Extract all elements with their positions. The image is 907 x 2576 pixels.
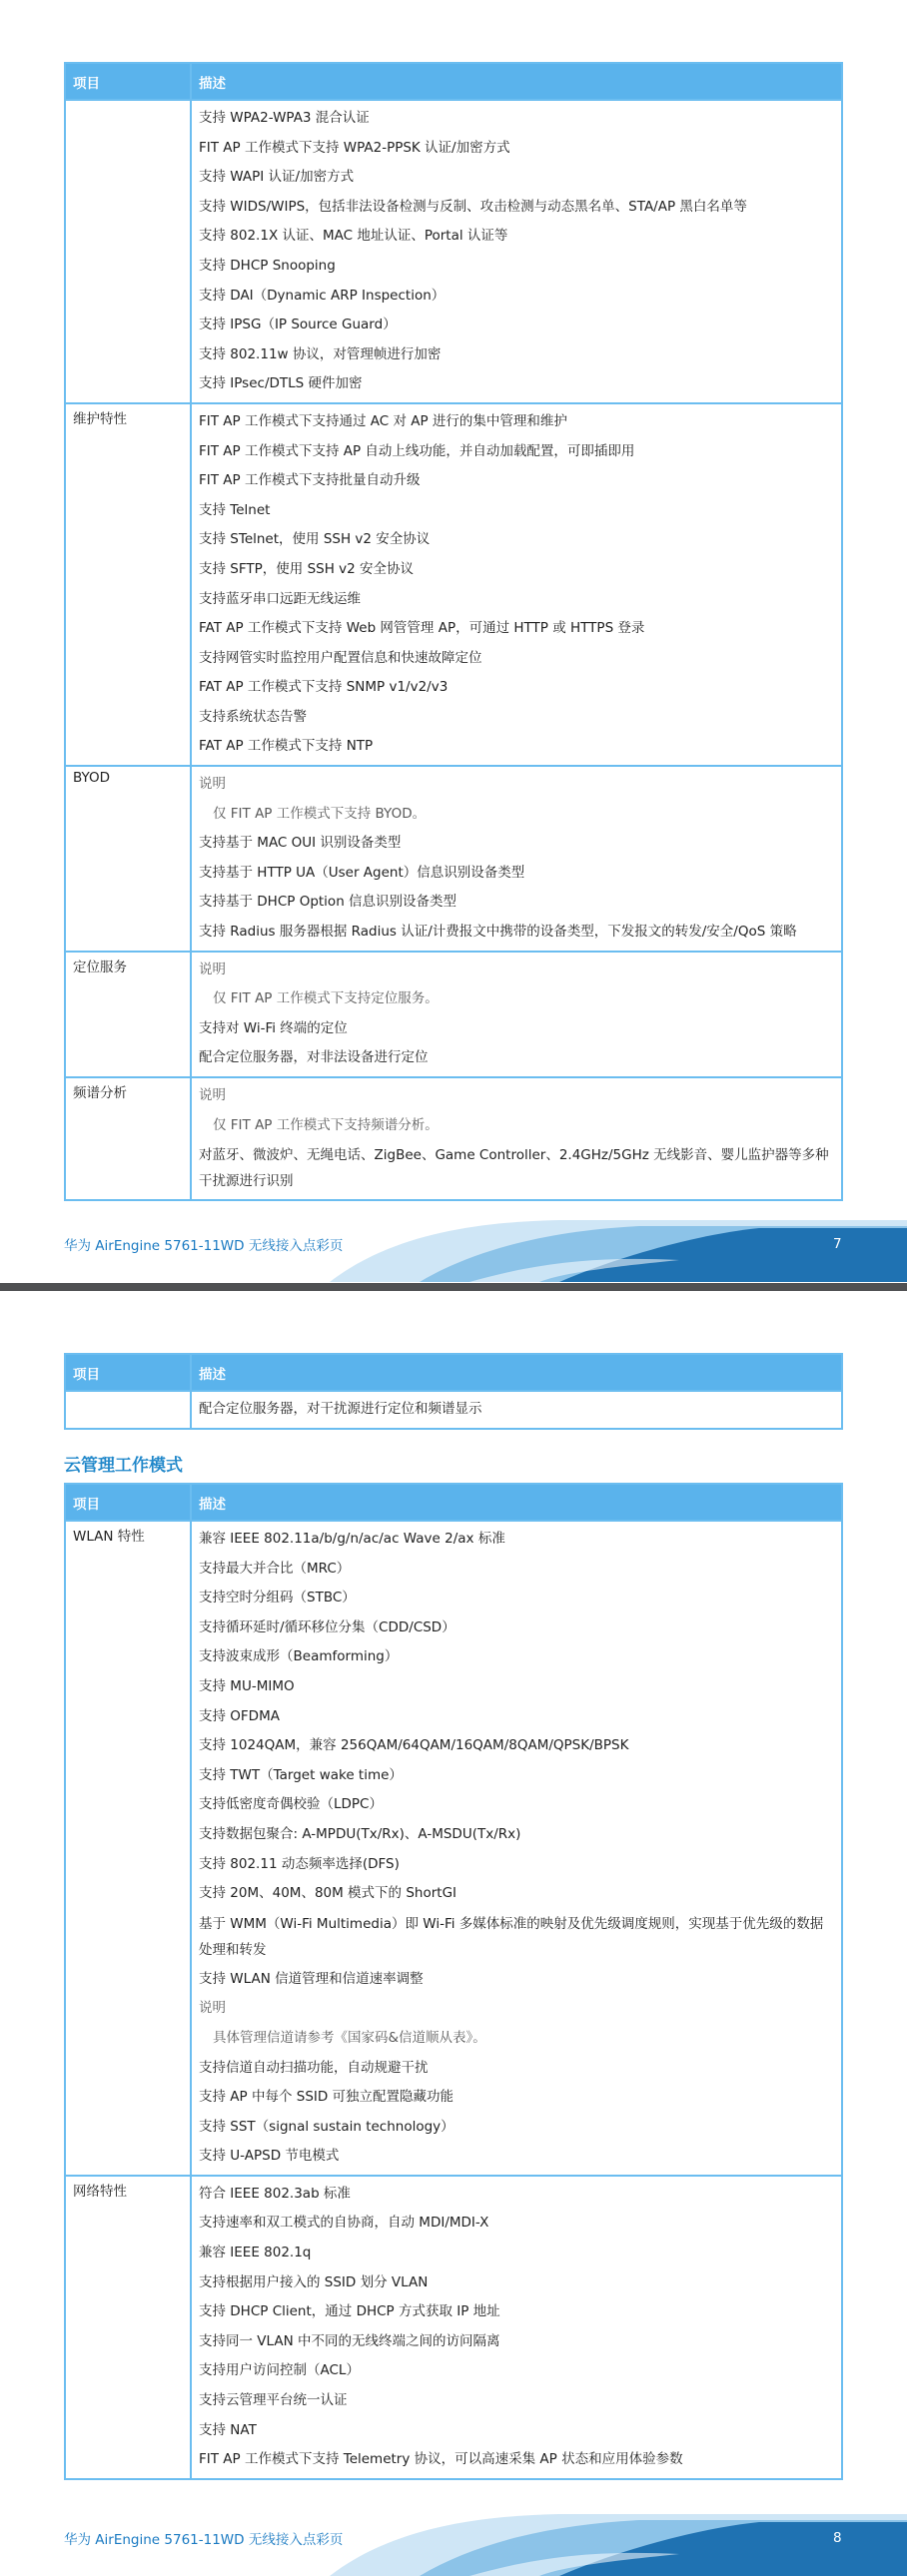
note-text: 仅 FIT AP 工作模式下支持 BYOD。 bbox=[213, 805, 427, 822]
table-row bbox=[65, 403, 842, 766]
description-line: 配合定位服务器，对干扰源进行定位和频谱显示 bbox=[199, 1401, 482, 1417]
description-line: FIT AP 工作模式下支持通过 AC 对 AP 进行的集中管理和维护 bbox=[199, 412, 567, 429]
description-line: 支持 DHCP Snooping bbox=[199, 257, 336, 274]
description-line: 支持根据用户接入的 SSID 划分 VLAN bbox=[199, 2273, 429, 2290]
description-line: FAT AP 工作模式下支持 NTP bbox=[199, 738, 374, 755]
description-line: FIT AP 工作模式下支持 WPA2-PPSK 认证/加密方式 bbox=[199, 139, 510, 156]
description-line: 符合 IEEE 802.3ab 标准 bbox=[199, 2185, 351, 2202]
header-description: 描述 bbox=[191, 63, 842, 100]
spec-table-continued bbox=[64, 1353, 843, 1430]
description-line: 支持用户访问控制（ACL） bbox=[199, 2362, 360, 2379]
table-row bbox=[65, 1077, 842, 1200]
description-line: 支持 SST（signal sustain technology） bbox=[199, 2118, 454, 2135]
description-line: 支持空时分组码（STBC） bbox=[199, 1590, 356, 1607]
description-line: 支持 NAT bbox=[199, 2421, 257, 2438]
footer-title: 华为 AirEngine 5761-11WD 无线接入点彩页 bbox=[64, 1238, 344, 1254]
table-row bbox=[65, 952, 842, 1077]
description-line: FIT AP 工作模式下支持 AP 自动上线功能，并自动加载配置，可即插即用 bbox=[199, 442, 635, 459]
description-line: 支持 IPSG（IP Source Guard） bbox=[199, 317, 397, 333]
table-body bbox=[65, 1391, 842, 1429]
table-header bbox=[65, 63, 842, 100]
header-item: 项目 bbox=[65, 1484, 191, 1521]
cloud-spec-table bbox=[64, 1483, 843, 2480]
description-line: FIT AP 工作模式下支持 Telemetry 协议，可以高速采集 AP 状态和应用体验参数 bbox=[199, 2451, 683, 2468]
description-line: 支持 U-APSD 节电模式 bbox=[199, 2148, 340, 2165]
description-line: 支持 STelnet，使用 SSH v2 安全协议 bbox=[199, 531, 431, 548]
description-line: 支持 Radius 服务器根据 Radius 认证/计费报文中携带的设备类型，下发报文的转发/安全/QoS 策略 bbox=[199, 924, 797, 941]
table-row bbox=[65, 1521, 842, 2176]
header-item: 项目 bbox=[65, 1354, 191, 1391]
description-line: 支持基于 MAC OUI 识别设备类型 bbox=[199, 835, 402, 852]
description-line: 支持低密度奇偶校验（LDPC） bbox=[199, 1796, 383, 1813]
description-line: 支持波束成形（Beamforming） bbox=[199, 1648, 399, 1665]
description-line: 支持数据包聚合: A-MPDU(Tx/Rx)、A-MSDU(Tx/Rx) bbox=[199, 1825, 521, 1842]
table-row bbox=[65, 100, 842, 403]
description-line: 支持 802.11 动态频率选择(DFS) bbox=[199, 1855, 400, 1872]
note-label: 说明 bbox=[199, 961, 226, 977]
description-line: 支持 WAPI 认证/加密方式 bbox=[199, 169, 355, 186]
table-body bbox=[65, 100, 842, 1200]
page-separator bbox=[0, 1283, 907, 1291]
note-label: 说明 bbox=[199, 776, 226, 793]
row-category bbox=[65, 100, 191, 403]
description-line: 支持蓝牙串口远距无线运维 bbox=[199, 590, 361, 607]
description-line: 支持 DHCP Client，通过 DHCP 方式获取 IP 地址 bbox=[199, 2303, 500, 2320]
description-line: 支持 OFDMA bbox=[199, 1707, 280, 1724]
row-category: 频谱分析 bbox=[65, 1077, 191, 1200]
note-label: 说明 bbox=[199, 2000, 226, 2017]
description-line: 支持 SFTP，使用 SSH v2 安全协议 bbox=[199, 560, 415, 577]
page-7 bbox=[0, 0, 907, 1283]
description-line: 支持 TWT（Target wake time） bbox=[199, 1766, 403, 1783]
spec-table bbox=[64, 62, 843, 1201]
row-description bbox=[191, 1521, 842, 2176]
description-line: 兼容 IEEE 802.1q bbox=[199, 2245, 312, 2261]
row-category bbox=[65, 1391, 191, 1429]
description-line: 支持 802.1X 认证、MAC 地址认证、Portal 认证等 bbox=[199, 228, 508, 245]
description-line: 支持 WIDS/WIPS，包括非法设备检测与反制、攻击检测与动态黑名单、STA/AP 黑白名单等 bbox=[199, 198, 747, 215]
header-description: 描述 bbox=[191, 1354, 842, 1391]
note-text: 具体管理信道请参考《国家码&信道顺从表》。 bbox=[213, 2029, 486, 2046]
description-line: 支持 1024QAM，兼容 256QAM/64QAM/16QAM/8QAM/QPSK/BPSK bbox=[199, 1737, 629, 1754]
description-line: 支持 AP 中每个 SSID 可独立配置隐藏功能 bbox=[199, 2089, 454, 2106]
description-line: 支持云管理平台统一认证 bbox=[199, 2392, 348, 2409]
note-text: 仅 FIT AP 工作模式下支持定位服务。 bbox=[213, 990, 439, 1007]
table-body bbox=[65, 1521, 842, 2479]
description-line: 支持网管实时监控用户配置信息和快速故障定位 bbox=[199, 649, 482, 666]
description-line: 对蓝牙、微波炉、无绳电话、ZigBee、Game Controller、2.4GHz/5GHz 无线影音、婴儿监护器等多种干扰源进行识别 bbox=[199, 1147, 829, 1190]
description-line: 支持速率和双工模式的自协商，自动 MDI/MDI-X bbox=[199, 2215, 489, 2232]
row-category: BYOD bbox=[65, 766, 191, 952]
row-description bbox=[191, 1077, 842, 1200]
description-line: FIT AP 工作模式下支持批量自动升级 bbox=[199, 472, 421, 489]
row-description bbox=[191, 952, 842, 1077]
description-line: 支持同一 VLAN 中不同的无线终端之间的访问隔离 bbox=[199, 2332, 500, 2349]
page-number: 8 bbox=[833, 2530, 842, 2546]
note-label: 说明 bbox=[199, 1087, 226, 1103]
description-line: 支持 WPA2-WPA3 混合认证 bbox=[199, 110, 370, 126]
description-line: 支持基于 HTTP UA（User Agent）信息识别设备类型 bbox=[199, 864, 525, 881]
footer-title: 华为 AirEngine 5761-11WD 无线接入点彩页 bbox=[64, 2532, 344, 2548]
row-category: WLAN 特性 bbox=[65, 1521, 191, 2176]
note-text: 仅 FIT AP 工作模式下支持频谱分析。 bbox=[213, 1116, 439, 1133]
row-description bbox=[191, 100, 842, 403]
row-description bbox=[191, 766, 842, 952]
description-line: 支持信道自动扫描功能，自动规避干扰 bbox=[199, 2059, 429, 2076]
description-line: 支持 802.11w 协议，对管理帧进行加密 bbox=[199, 345, 442, 362]
description-line: 支持基于 DHCP Option 信息识别设备类型 bbox=[199, 894, 457, 911]
description-line: 支持对 Wi-Fi 终端的定位 bbox=[199, 1019, 348, 1036]
table-row bbox=[65, 1391, 842, 1429]
header-description: 描述 bbox=[191, 1484, 842, 1521]
description-line: FAT AP 工作模式下支持 SNMP v1/v2/v3 bbox=[199, 679, 449, 696]
row-category: 维护特性 bbox=[65, 403, 191, 766]
row-description bbox=[191, 1391, 842, 1429]
footer bbox=[0, 1216, 907, 1282]
description-line: 支持系统状态告警 bbox=[199, 708, 307, 725]
row-category: 网络特性 bbox=[65, 2176, 191, 2479]
header-item: 项目 bbox=[65, 63, 191, 100]
description-line: 兼容 IEEE 802.11a/b/g/n/ac/ac Wave 2/ax 标准 bbox=[199, 1531, 505, 1547]
row-category: 定位服务 bbox=[65, 952, 191, 1077]
description-line: 支持循环延时/循环移位分集（CDD/CSD） bbox=[199, 1618, 455, 1635]
section-title: 云管理工作模式 bbox=[64, 1456, 183, 1476]
footer bbox=[0, 2510, 907, 2576]
table-row bbox=[65, 766, 842, 952]
page-number: 7 bbox=[833, 1236, 842, 1252]
description-line: 支持 MU-MIMO bbox=[199, 1677, 295, 1694]
description-line: 基于 WMM（Wi-Fi Multimedia）即 Wi-Fi 多媒体标准的映射及优先级调度规则，实现基于优先级的数据处理和转发 bbox=[199, 1915, 824, 1958]
table-header bbox=[65, 1354, 842, 1391]
description-line: FAT AP 工作模式下支持 Web 网管管理 AP，可通过 HTTP 或 HTTPS 登录 bbox=[199, 620, 645, 637]
description-line: 支持 Telnet bbox=[199, 501, 271, 518]
description-line: 支持 20M、40M、80M 模式下的 ShortGI bbox=[199, 1885, 457, 1902]
description-line: 配合定位服务器，对非法设备进行定位 bbox=[199, 1049, 429, 1066]
row-description bbox=[191, 2176, 842, 2479]
description-line: 支持 IPsec/DTLS 硬件加密 bbox=[199, 375, 363, 392]
table-header bbox=[65, 1484, 842, 1521]
page-8 bbox=[0, 1291, 907, 2576]
description-line: 支持 DAI（Dynamic ARP Inspection） bbox=[199, 287, 446, 304]
description-line: 支持 WLAN 信道管理和信道速率调整 bbox=[199, 1970, 424, 1987]
table-row bbox=[65, 2176, 842, 2479]
row-description bbox=[191, 403, 842, 766]
description-line: 支持最大并合比（MRC） bbox=[199, 1560, 351, 1577]
